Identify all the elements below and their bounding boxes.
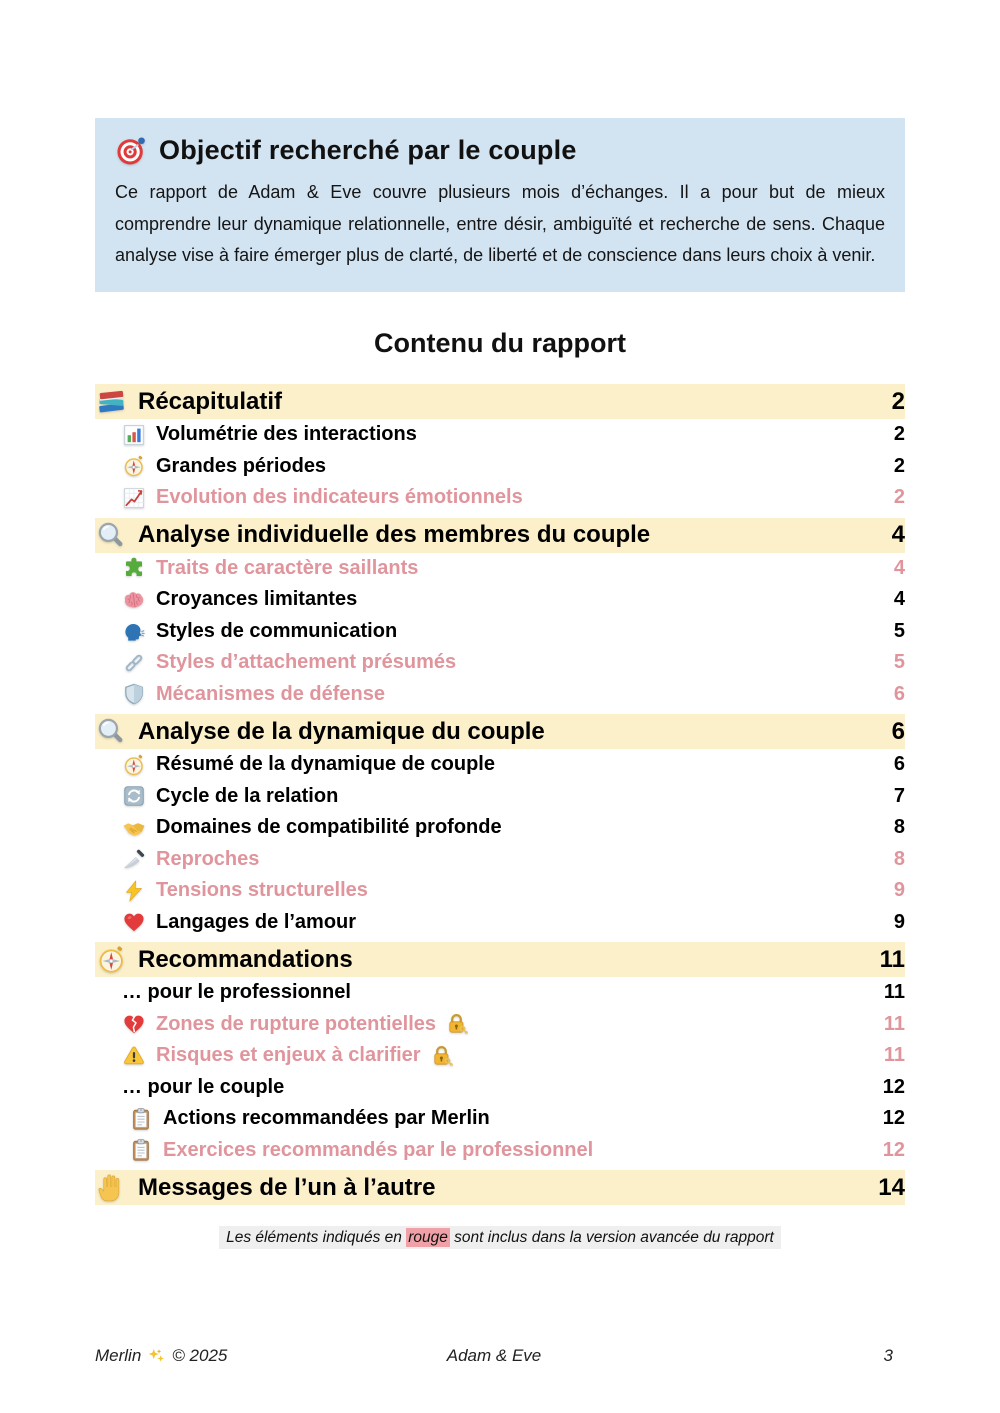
toc-entry-page: 7 bbox=[893, 784, 905, 807]
toc-entry-label: Styles d’attachement présumés bbox=[156, 651, 457, 674]
toc-entry-label: Analyse de la dynamique du couple bbox=[138, 717, 545, 745]
toc-entry[interactable] bbox=[95, 1072, 905, 1104]
toc-entry-label: Risques et enjeux à clarifier bbox=[156, 1044, 421, 1067]
toc-entry-label: Langages de l’amour bbox=[156, 910, 357, 933]
toc-entry-label: Grandes périodes bbox=[156, 454, 327, 477]
objective-title: Objectif recherché par le couple bbox=[159, 135, 577, 165]
toc-entry[interactable] bbox=[95, 647, 905, 679]
objective-paragraph: Ce rapport de Adam & Eve couvre plusieurs mois d’échanges. Il a pour but de mieux comprendre leur dynamique relationnelle, entre désir, ambiguïté et recherche de sens. Chaque analyse vise à faire émerger plus de clarté, de liberté et de conscience dans leurs choix à venir. bbox=[115, 182, 885, 266]
toc-entry-label: Cycle de la relation bbox=[156, 784, 339, 807]
toc-entry-label: Actions recommandées par Merlin bbox=[163, 1107, 490, 1130]
broken-heart-icon bbox=[122, 1012, 146, 1036]
toc-entry-page: 6 bbox=[893, 682, 905, 705]
speaking-head-icon bbox=[122, 619, 146, 643]
lightning-icon bbox=[122, 879, 146, 903]
footer-copyright: © 2025 bbox=[172, 1346, 228, 1365]
toc-entry[interactable] bbox=[95, 714, 905, 749]
heart-icon bbox=[122, 910, 146, 934]
toc-entry[interactable] bbox=[95, 781, 905, 813]
toc-entry-page: 12 bbox=[882, 1138, 905, 1161]
toc-entry[interactable] bbox=[95, 616, 905, 648]
objective-heading bbox=[115, 134, 885, 167]
footer-couple-names: Adam & Eve bbox=[446, 1346, 542, 1365]
toc-entry-label: Volumétrie des interactions bbox=[156, 423, 417, 446]
toc-entry-label: Récapitulatif bbox=[138, 387, 283, 415]
compass-icon bbox=[122, 454, 146, 478]
toc-entry-label: Tensions structurelles bbox=[156, 879, 368, 902]
toc-entry-label: Evolution des indicateurs émotionnels bbox=[156, 486, 523, 509]
premium-note bbox=[95, 1229, 905, 1247]
toc-entry-page: 2 bbox=[893, 423, 905, 446]
toc-entry-label: Zones de rupture potentielles bbox=[156, 1012, 437, 1035]
handshake-icon bbox=[122, 816, 146, 840]
toc-entry-page: 8 bbox=[893, 847, 905, 870]
toc-entry[interactable] bbox=[95, 482, 905, 514]
toc-entry-page: 9 bbox=[893, 879, 905, 902]
magnifier-icon bbox=[96, 716, 127, 747]
brain-icon bbox=[122, 588, 146, 612]
toc-entry-page: 14 bbox=[878, 1173, 905, 1201]
objective-box bbox=[95, 118, 905, 292]
magnifier-icon bbox=[96, 520, 127, 551]
toc-entry-page: 4 bbox=[891, 521, 905, 549]
toc-entry[interactable] bbox=[95, 844, 905, 876]
toc-entry-page: 2 bbox=[893, 486, 905, 509]
toc-entry[interactable] bbox=[95, 419, 905, 451]
compass-icon bbox=[96, 944, 127, 975]
toc-entry[interactable] bbox=[95, 1040, 905, 1072]
shield-icon bbox=[122, 682, 146, 706]
toc-entry-page: 5 bbox=[893, 651, 905, 674]
toc-entry-page: 4 bbox=[893, 556, 905, 579]
toc-entry-page: 12 bbox=[882, 1107, 905, 1130]
toc-entry[interactable] bbox=[95, 1170, 905, 1205]
toc-entry-page: 6 bbox=[893, 753, 905, 776]
compass-icon bbox=[122, 753, 146, 777]
toc-entry-label: Exercices recommandés par le professionnel bbox=[163, 1138, 594, 1161]
cycle-icon bbox=[122, 784, 146, 808]
toc-entry-label: Domaines de compatibilité profonde bbox=[156, 816, 502, 839]
toc-entry[interactable] bbox=[95, 1009, 905, 1041]
footer-brand bbox=[95, 1346, 361, 1366]
toc-entry[interactable] bbox=[95, 679, 905, 711]
toc-entry-page: 9 bbox=[893, 910, 905, 933]
rouge-highlight: rouge bbox=[408, 1229, 448, 1247]
knife-icon bbox=[122, 847, 146, 871]
footer-page-number: 3 bbox=[883, 1346, 893, 1365]
toc-entry-label: … pour le professionnel bbox=[122, 981, 351, 1004]
toc-entry[interactable] bbox=[95, 875, 905, 907]
page-footer bbox=[95, 1346, 905, 1366]
toc-entry[interactable] bbox=[95, 812, 905, 844]
toc-entry-label: Recommandations bbox=[138, 945, 353, 973]
toc-entry-label: Styles de communication bbox=[156, 619, 398, 642]
toc-entry-page: 11 bbox=[879, 945, 905, 973]
toc-entry-label: Messages de l’un à l’autre bbox=[138, 1173, 436, 1201]
toc-entry[interactable] bbox=[95, 1103, 905, 1135]
toc-entry[interactable] bbox=[95, 749, 905, 781]
toc-entry[interactable] bbox=[95, 518, 905, 553]
footer-brand-name: Merlin bbox=[95, 1346, 142, 1365]
toc-entry-page: 2 bbox=[893, 454, 905, 477]
toc-entry-label: Mécanismes de défense bbox=[156, 682, 385, 705]
books-icon bbox=[96, 386, 127, 417]
lock-icon bbox=[445, 1012, 469, 1036]
clipboard-icon bbox=[129, 1107, 153, 1131]
toc-entry-label: Analyse individuelle des membres du couple bbox=[138, 521, 651, 549]
toc-entry-page: 11 bbox=[883, 981, 905, 1004]
toc-entry[interactable] bbox=[95, 584, 905, 616]
toc-entry[interactable] bbox=[95, 977, 905, 1009]
premium-note-text: Les éléments indiqués en rouge sont inclus dans la version avancée du rapport bbox=[219, 1226, 781, 1249]
toc-title: Contenu du rapport bbox=[374, 328, 626, 359]
sparkles-icon bbox=[147, 1347, 166, 1366]
toc-entry-page: 5 bbox=[893, 619, 905, 642]
toc-entry-page: 4 bbox=[893, 588, 905, 611]
toc-entry-label: Croyances limitantes bbox=[156, 588, 358, 611]
bar-chart-icon bbox=[122, 423, 146, 447]
toc-entry[interactable] bbox=[95, 553, 905, 585]
toc-entry-page: 11 bbox=[883, 1044, 905, 1067]
target-icon bbox=[115, 134, 148, 167]
toc-entry-page: 8 bbox=[893, 816, 905, 839]
toc-entry-label: Traits de caractère saillants bbox=[156, 556, 419, 579]
toc-entry-page: 2 bbox=[891, 387, 905, 415]
toc-entry[interactable] bbox=[95, 907, 905, 939]
puzzle-icon bbox=[122, 556, 146, 580]
toc-entry[interactable] bbox=[95, 1135, 905, 1167]
toc-entry[interactable] bbox=[95, 451, 905, 483]
toc-entry-label: Résumé de la dynamique de couple bbox=[156, 753, 495, 776]
link-icon bbox=[122, 651, 146, 675]
toc-entry-label: … pour le couple bbox=[122, 1075, 285, 1098]
lock-icon bbox=[430, 1044, 454, 1068]
table-of-contents bbox=[95, 384, 905, 1205]
toc-entry-label: Reproches bbox=[156, 847, 260, 870]
line-chart-icon bbox=[122, 486, 146, 510]
clipboard-icon bbox=[129, 1138, 153, 1162]
toc-entry-page: 6 bbox=[891, 717, 905, 745]
warning-icon bbox=[122, 1044, 146, 1068]
toc-entry[interactable] bbox=[95, 942, 905, 977]
toc-entry-page: 12 bbox=[882, 1075, 905, 1098]
toc-entry-page: 11 bbox=[883, 1012, 905, 1035]
toc-entry[interactable] bbox=[95, 384, 905, 419]
raised-hand-icon bbox=[96, 1172, 127, 1203]
